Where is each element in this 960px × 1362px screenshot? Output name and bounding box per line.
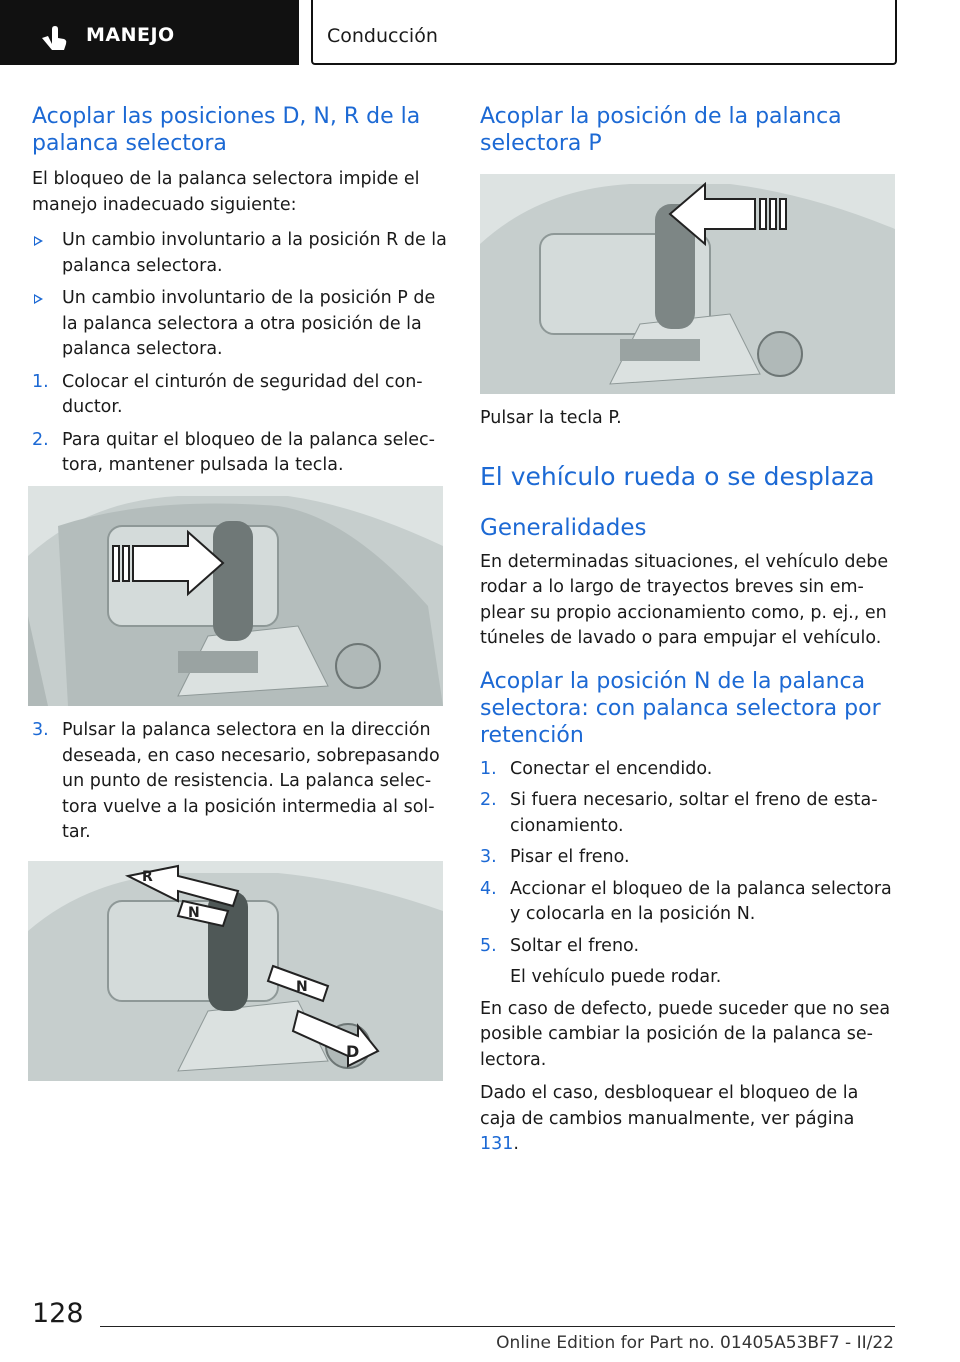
header-section-tab: [0, 0, 299, 65]
bullet-item: Un cambio involuntario a la posición R de la palanca selectora.: [32, 228, 447, 279]
step-item: 4. Accionar el bloqueo de la palanca selectora y colocarla en la posición N.: [480, 878, 892, 924]
step-item: 3. Pulsar la palanca selectora en la dirección deseada, en caso necesario, sobrepasando un punto de resistencia. La palanca selectora vuelve a la posición intermedia al soltar.: [32, 720, 440, 842]
hand-pointer-icon: [40, 26, 68, 52]
figure-lever-p-button: [480, 174, 895, 394]
intro-text: El bloqueo de la palanca selectora impide el manejo inadecuado siguiente:: [32, 169, 420, 215]
step-item: 5. Soltar el freno.: [480, 935, 640, 956]
left-step3: [32, 718, 447, 846]
section-title: MANEJO: [86, 24, 175, 46]
figure-caption: Pulsar la tecla P.: [480, 408, 622, 428]
step-item: 1. Colocar el cinturón de seguridad del conductor.: [32, 371, 423, 417]
chapter-box: [311, 0, 897, 65]
right-column-top: [480, 103, 895, 157]
figure-lever-button: [28, 486, 443, 706]
step-note: El vehículo puede rodar.: [510, 967, 722, 987]
figure-lever-directions: [28, 861, 443, 1081]
footer-divider: [100, 1326, 895, 1327]
heading-shift-p: Acoplar la posición de la palanca selectora P: [480, 104, 842, 156]
heading-general: Generalidades: [480, 514, 647, 541]
heading-vehicle-rolling: El vehículo rueda o se desplaza: [480, 461, 875, 491]
defect-text: En caso de defecto, puede suceder que no sea posible cambiar la posición de la palanca selectora.: [480, 998, 891, 1070]
right-column-body: [480, 406, 895, 1158]
arrow-label-n-lower: N: [296, 979, 308, 995]
arrow-label-r: R: [142, 869, 153, 885]
edition-text: Online Edition for Part no. 01405A53BF7 - II/22: [496, 1333, 894, 1353]
step-item: 2. Si fuera necesario, soltar el freno de estacionamiento.: [480, 790, 878, 836]
bullet-item: Un cambio involuntario de la posición P de la palanca selectora a otra posición de la palanca selectora.: [32, 286, 447, 363]
unlock-text: Dado el caso, desbloquear el bloqueo de la caja de cambios manualmente, ver página 131.: [480, 1083, 859, 1154]
page-link[interactable]: 131: [480, 1134, 514, 1154]
arrow-label-n-upper: N: [188, 905, 200, 921]
general-text: En determinadas situaciones, el vehículo debe rodar a lo largo de trayectos breves sin emplear su propio accionamiento como, p. ej., en túneles de lavado o para empujar el vehículo.: [480, 551, 889, 648]
step-item: 1. Conectar el encendido.: [480, 758, 713, 779]
triangle-bullet-icon: [34, 294, 43, 304]
heading-shift-n: Acoplar la posición N de la palanca selectora: con palanca selectora por retención: [480, 668, 881, 748]
triangle-bullet-icon: [34, 236, 43, 246]
step-item: 2. Para quitar el bloqueo de la palanca selectora, mantener pulsada la tecla.: [32, 429, 435, 475]
arrow-label-d: D: [346, 1042, 360, 1061]
chapter-title: Conducción: [327, 25, 438, 47]
step-item: 3. Pisar el freno.: [480, 847, 630, 867]
heading-shift-dnr: Acoplar las posiciones D, N, R de la palanca selectora: [32, 104, 421, 156]
page-number: 128: [32, 1298, 84, 1329]
left-column: [32, 103, 447, 479]
